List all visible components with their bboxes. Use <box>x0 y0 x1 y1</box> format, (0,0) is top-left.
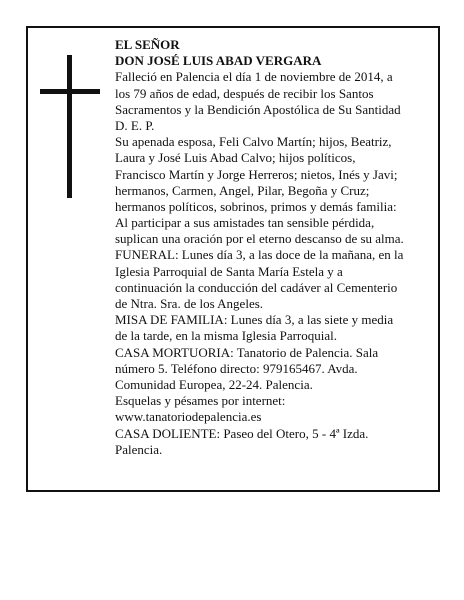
body-line: CASA MORTUORIA: Tanatorio de Palencia. Sala <box>115 344 379 360</box>
body-line: MISA DE FAMILIA: Lunes día 3, a las siete y media <box>115 312 394 328</box>
body-line: hermanos, Carmen, Angel, Pilar, Begoña y Cruz; <box>115 182 370 198</box>
body-line: Falleció en Palencia el día 1 de noviembre de 2014, a <box>115 69 393 85</box>
body-line: Palencia. <box>115 441 163 457</box>
body-line: los 79 años de edad, después de recibir los Santos <box>115 85 374 101</box>
body-line: número 5. Teléfono directo: 979165467. Avda. <box>115 360 358 376</box>
body-line: CASA DOLIENTE: Paseo del Otero, 5 - 4ª Izda. <box>115 425 369 441</box>
body-line: hermanos políticos, sobrinos, primos y demás familia: <box>115 198 397 214</box>
body-line: Francisco Martín y Jorge Herreros; nietos, Inés y Javi; <box>115 166 398 182</box>
deceased-name: DON JOSÉ LUIS ABAD VERGARA <box>115 53 322 69</box>
body-line: continuación la conducción del cadáver al Cementerio <box>115 279 398 295</box>
heading-title: EL SEÑOR <box>115 37 180 52</box>
body-line: Su apenada esposa, Feli Calvo Martín; hijos, Beatriz, <box>115 134 392 150</box>
body-line: Laura y José Luis Abad Calvo; hijos políticos, <box>115 150 356 166</box>
body-line: Iglesia Parroquial de Santa María Estela y a <box>115 263 343 279</box>
body-line: Comunidad Europea, 22-24. Palencia. <box>115 376 313 392</box>
body-line: Esquelas y pésames por internet: <box>115 393 286 409</box>
obituary-notice <box>26 26 440 492</box>
website-link[interactable]: www.tanatoriodepalencia.es <box>115 409 262 425</box>
body-line: D. E. P. <box>115 117 155 133</box>
body-line: de la tarde, en la misma Iglesia Parroquial. <box>115 328 338 344</box>
body-line: suplican una oración por el eterno descanso de su alma. <box>115 231 404 247</box>
body-line: Sacramentos y la Bendición Apostólica de Su Santidad <box>115 101 401 117</box>
cross-vertical-bar <box>67 55 72 198</box>
body-line: FUNERAL: Lunes día 3, a las doce de la mañana, en la <box>115 247 404 263</box>
body-line: Al participar a sus amistades tan sensible pérdida, <box>115 215 375 231</box>
notice-text <box>115 37 435 458</box>
cross-horizontal-bar <box>40 89 100 94</box>
body-line: de Ntra. Sra. de los Angeles. <box>115 296 264 311</box>
